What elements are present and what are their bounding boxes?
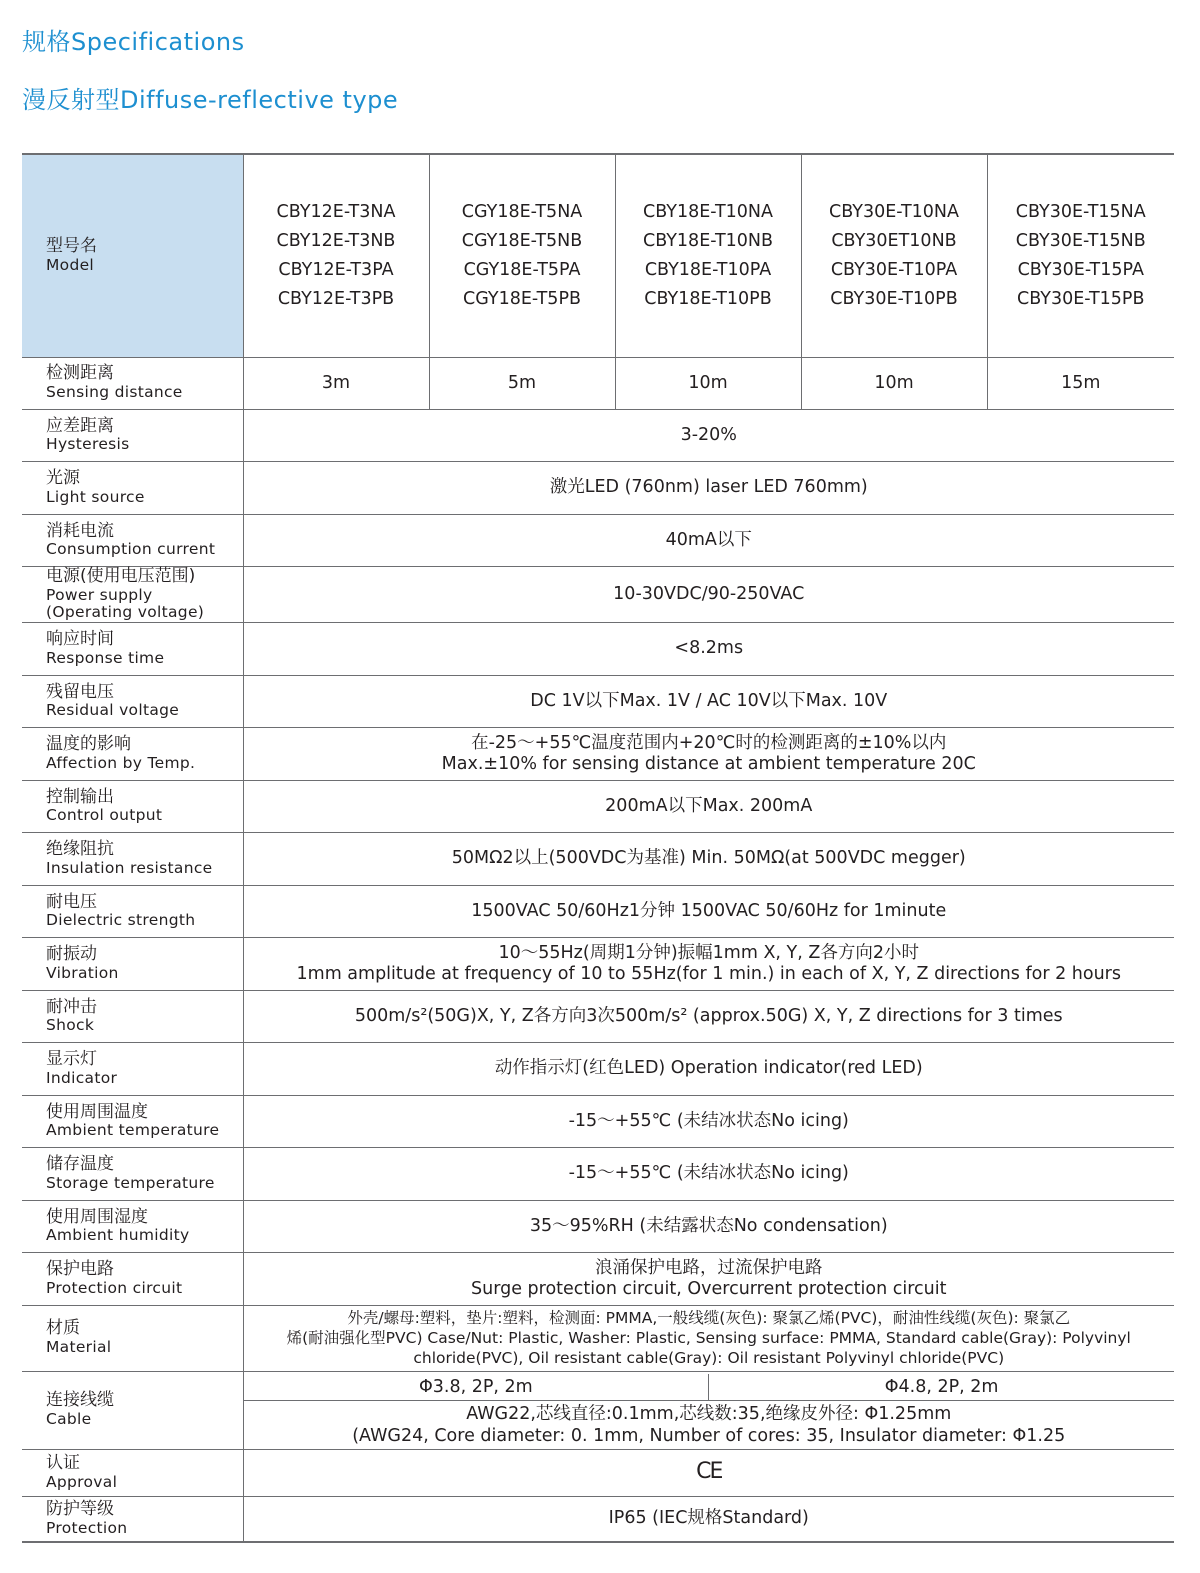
spec-row-value [243,938,1174,991]
model-name: CBY30E-T15NA [1015,201,1146,222]
model-name: CBY12E-T3PA [278,259,394,280]
row-label-en: Material [46,1338,112,1357]
protection-label [22,1496,243,1542]
model-name: CBY18E-T10PA [644,259,772,280]
model-name: CBY30E-T15NB [1015,230,1146,251]
material-line: 外壳/螺母:塑料，垫片:塑料，检测面: PMMA,一般线缆(灰色): 聚氯乙烯(PVC)，耐油性线缆(灰色): 聚氯乙 [347,1308,1071,1327]
spec-row-value [243,623,1174,676]
cable-note-line: (AWG24, Core diameter: 0. 1mm, Number of cores: 35, Insulator diameter: Φ1.25 [352,1425,1066,1446]
row-label-en: Storage temperature [46,1173,215,1192]
spec-row-label [22,675,243,728]
spec-row-label [22,514,243,567]
model-row [22,154,1174,357]
spec-row-value [243,833,1174,886]
spec-value-line: 动作指示灯(红色LED) Operation indicator(red LED) [494,1058,923,1079]
row-label-zh: 材质 [46,1318,80,1339]
spec-row [22,623,1174,676]
spec-value-line: 500m/s²(50G)X, Y, Z各方向3次500m/s² (approx.50G) X, Y, Z directions for 3 times [354,1005,1063,1026]
model-name: CBY12E-T3NA [276,201,396,222]
spec-value-line: -15～+55℃ (未结冰状态No icing) [568,1163,849,1184]
model-name: CBY18E-T10PB [644,288,772,309]
model-label [22,154,243,357]
row-label-en: Insulation resistance [46,858,213,877]
spec-row-value [243,1095,1174,1148]
spec-row [22,1043,1174,1096]
row-label-en: Indicator [46,1068,118,1087]
spec-row-label [22,462,243,515]
model-name: CBY30E-T15PA [1017,259,1144,280]
spec-row [22,833,1174,886]
spec-row-value [243,728,1174,781]
row-label-en: Response time [46,648,165,667]
row-label-zh: 连接线缆 [46,1390,114,1411]
spec-row [22,990,1174,1043]
model-name: CBY30ET10NB [831,230,957,251]
spec-row-label [22,1148,243,1201]
model-name: CGY18E-T5NA [461,201,583,222]
row-label-zh: 显示灯 [46,1049,97,1070]
spec-row-value [243,1253,1174,1306]
model-name: CBY30E-T10PA [830,259,958,280]
row-label-en: Power supply (Operating voltage) [46,585,205,622]
model-label-zh: 型号名 [46,236,97,257]
row-label-en: Hysteresis [46,435,130,454]
row-label-zh: 光源 [46,468,80,489]
spec-value-line: 200mA以下Max. 200mA [605,795,813,816]
row-label-en: Vibration [46,963,119,982]
cable-note-line: AWG22,芯线直径:0.1mm,芯线数:35,绝缘皮外径: Φ1.25mm [466,1403,952,1424]
spec-row-label [22,885,243,938]
row-label-en: Protection [46,1518,128,1537]
row-label-en: Dielectric strength [46,911,196,930]
row-label-en: Shock [46,1016,95,1035]
material-row [22,1305,1174,1371]
material-line: chloride(PVC), Oil resistant cable(Gray): Oil resistant Polyvinyl chloride(PVC) [413,1349,1005,1368]
spec-value-line: 50MΩ2以上(500VDC为基准) Min. 50MΩ(at 500VDC megger) [451,848,966,869]
row-label-zh: 认证 [46,1452,80,1473]
model-name: CGY18E-T5NB [461,230,583,251]
spec-value-line: DC 1V以下Max. 1V / AC 10V以下Max. 10V [530,690,888,711]
spec-row [22,462,1174,515]
model-name: CBY30E-T10PB [830,288,958,309]
spec-row [22,675,1174,728]
sensing-distance-value: 10m [615,357,801,409]
spec-row-value [243,885,1174,938]
spec-row [22,938,1174,991]
spec-row-value [243,780,1174,833]
row-label-en: Protection circuit [46,1278,183,1297]
spec-row-label [22,833,243,886]
model-name: CBY30E-T10NA [828,201,959,222]
spec-row-value [243,462,1174,515]
material-value [243,1305,1174,1371]
row-label-zh: 电源(使用电压范围) [46,566,196,586]
row-label-zh: 保护电路 [46,1259,114,1280]
spec-value-line: 激光LED (760nm) laser LED 760mm) [549,477,868,498]
spec-row-value [243,1148,1174,1201]
protection-row [22,1496,1174,1542]
approval-value [243,1449,1174,1496]
spec-row-label [22,1200,243,1253]
cable-spec-right: Φ4.8, 2P, 2m [708,1374,1174,1400]
row-label-zh: 绝缘阻抗 [46,839,114,860]
row-label-en: Approval [46,1472,118,1491]
spec-table [22,153,1174,1543]
spec-row [22,409,1174,462]
row-label-zh: 耐冲击 [46,996,97,1017]
model-name: CBY18E-T10NA [642,201,773,222]
row-label-en: Control output [46,806,163,825]
spec-value-line: Surge protection circuit, Overcurrent protection circuit [471,1278,947,1299]
row-label-zh: 耐振动 [46,944,97,965]
row-label-zh: 耐电压 [46,891,97,912]
row-label-en: Ambient humidity [46,1226,190,1245]
spec-value-line: Max.±10% for sensing distance at ambient temperature 20C [441,753,976,774]
spec-row-label [22,728,243,781]
sensing-distance-value: 10m [801,357,987,409]
spec-row [22,728,1174,781]
spec-row [22,1095,1174,1148]
cable-label [22,1371,243,1449]
model-name: CGY18E-T5PB [462,288,581,309]
spec-row-label [22,1253,243,1306]
spec-row-label [22,990,243,1043]
row-label-zh: 防护等级 [46,1499,114,1520]
spec-row-label [22,1043,243,1096]
model-label-en: Model [46,255,95,274]
row-label-en: Affection by Temp. [46,753,196,772]
spec-value-line: 在-25～+55℃温度范围内+20℃时的检测距离的±10%以内 [471,732,947,753]
spec-row-label [22,567,243,623]
sensing-distance-value: 3m [243,357,429,409]
spec-row [22,567,1174,623]
row-label-zh: 温度的影响 [46,734,131,755]
model-name: CBY18E-T10NB [642,230,774,251]
sensing-distance-row [22,357,1174,409]
sensing-distance-label [22,357,243,409]
spec-row-value [243,1043,1174,1096]
row-label-en: Ambient temperature [46,1121,220,1140]
spec-row-label [22,409,243,462]
row-label-zh: 检测距离 [46,363,114,384]
row-label-zh: 储存温度 [46,1154,114,1175]
cable-spec-left: Φ3.8, 2P, 2m [419,1376,533,1397]
model-name: CBY12E-T3PB [277,288,395,309]
spec-value-line: 35～95%RH (未结露状态No condensation) [529,1215,888,1236]
spec-value-line: 3-20% [680,424,737,445]
spec-row [22,1253,1174,1306]
row-label-en: Residual voltage [46,701,180,720]
model-column-4 [801,154,987,357]
row-label-zh: 使用周围温度 [46,1101,148,1122]
spec-row-label [22,938,243,991]
model-name: CBY12E-T3NB [276,230,396,251]
spec-value-line: 1500VAC 50/60Hz1分钟 1500VAC 50/60Hz for 1minute [471,900,947,921]
spec-value-line: -15～+55℃ (未结冰状态No icing) [568,1110,849,1131]
material-line: 烯(耐油强化型PVC) Case/Nut: Plastic, Washer: Plastic, Sensing surface: PMMA, Standard cable(Gray): Polyvinyl [286,1329,1131,1348]
spec-row-value [243,990,1174,1043]
material-label [22,1305,243,1371]
approval-row [22,1449,1174,1496]
spec-row [22,514,1174,567]
cable-row [22,1371,1174,1449]
spec-value-line: 10～55Hz(周期1分钟)振幅1mm X, Y, Z各方向2小时 [498,942,919,963]
spec-row-value [243,1200,1174,1253]
cable-value [243,1371,1174,1449]
row-label-en: Consumption current [46,540,216,559]
model-name: CBY30E-T15PB [1016,288,1145,309]
spec-row-value [243,567,1174,623]
protection-value: IP65 (IEC规格Standard) [243,1496,1174,1542]
spec-value-line: 浪涌保护电路，过流保护电路 [595,1257,823,1278]
spec-row [22,885,1174,938]
model-column-1 [243,154,429,357]
spec-row [22,1148,1174,1201]
spec-value-line: 1mm amplitude at frequency of 10 to 55Hz(for 1 min.) in each of X, Y, Z directions for 2 hours [296,963,1121,984]
sensing-distance-value: 5m [429,357,615,409]
spec-row-label [22,623,243,676]
approval-label [22,1449,243,1496]
page-title: 规格Specifications [22,28,245,56]
model-column-2 [429,154,615,357]
spec-row [22,780,1174,833]
spec-row-label [22,780,243,833]
spec-row-value [243,675,1174,728]
spec-row-label [22,1095,243,1148]
row-label-zh: 应差距离 [46,415,114,436]
row-label-en: Cable [46,1410,92,1429]
sensing-distance-value: 15m [987,357,1174,409]
ce-mark-icon: CE [696,1459,722,1485]
section-title: 漫反射型Diffuse-reflective type [22,86,399,114]
row-label-zh: 响应时间 [46,629,114,650]
row-label-en: Sensing distance [46,382,183,401]
row-label-en: Light source [46,487,145,506]
model-column-5 [987,154,1174,357]
row-label-zh: 消耗电流 [46,520,114,541]
spec-value-line: 10-30VDC/90-250VAC [613,584,805,605]
row-label-zh: 控制输出 [46,786,114,807]
spec-value-line: 40mA以下 [665,529,752,550]
spec-row [22,1200,1174,1253]
model-name: CGY18E-T5PA [463,259,581,280]
spec-row-value [243,409,1174,462]
spec-value-line: <8.2ms [674,638,744,659]
model-column-3 [615,154,801,357]
row-label-zh: 残留电压 [46,681,114,702]
spec-row-value [243,514,1174,567]
row-label-zh: 使用周围湿度 [46,1206,148,1227]
